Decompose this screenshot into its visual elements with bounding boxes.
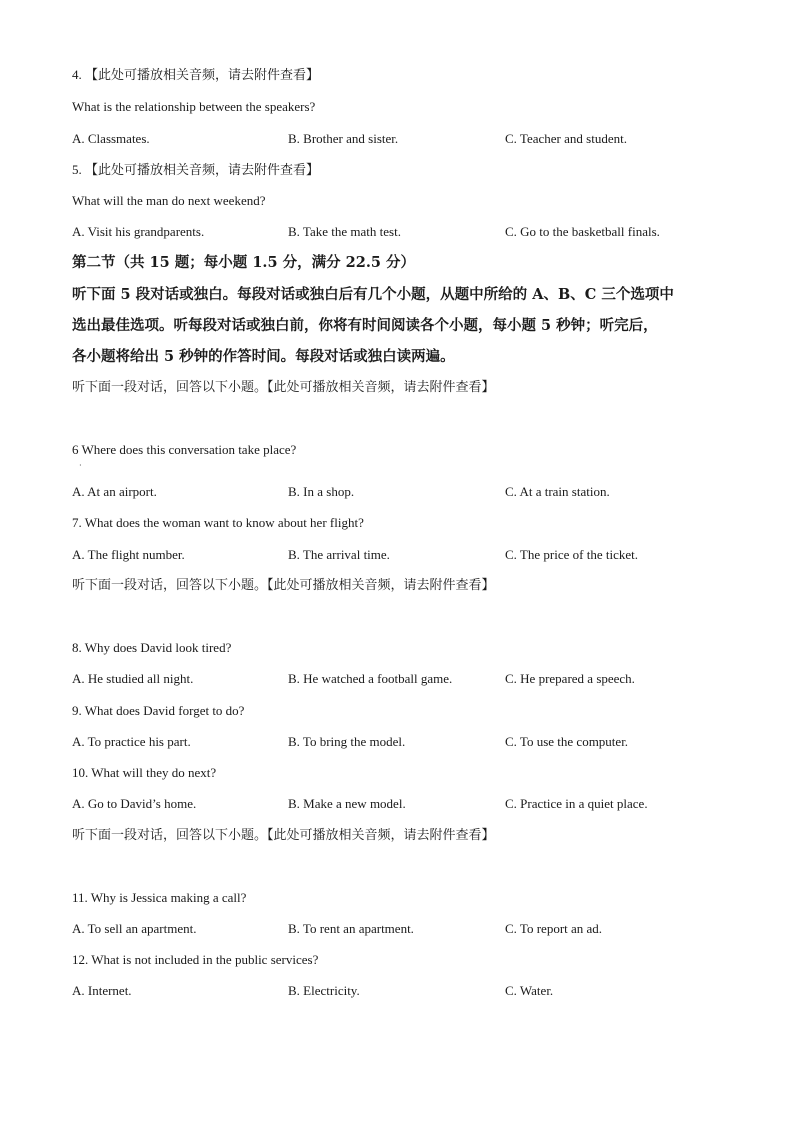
option-a: A. Classmates.	[72, 131, 150, 146]
option-b: B. Make a new model.	[288, 796, 406, 811]
option-b: B. In a shop.	[288, 484, 355, 499]
option-b: B. The arrival time.	[288, 547, 390, 562]
question-12: 12. What is not included in the public services?	[72, 952, 319, 967]
dialogue-prompt: 听下面一段对话，回答以下小题。【此处可播放相关音频，请去附件查看】	[72, 828, 495, 843]
option-c: C. To report an ad.	[505, 921, 603, 936]
question-7: 7. What does the woman want to know about her flight?	[72, 515, 364, 530]
section-instructions-line-3: 各小题将给出 5 秒钟的作答时间。每段对话或独白读两遍。	[72, 348, 455, 365]
item-number: 5.	[72, 162, 82, 177]
option-b: B. Take the math test.	[288, 224, 401, 239]
item-4-header	[72, 67, 319, 84]
section-heading: 第二节（共 15 题；每小题 1.5 分，满分 22.5 分）	[72, 254, 416, 271]
option-a: A. To sell an apartment.	[72, 921, 197, 936]
audio-note: 【此处可播放相关音频，请去附件查看】	[85, 163, 320, 178]
option-a: A. The flight number.	[72, 547, 185, 562]
option-a: A. To practice his part.	[72, 734, 191, 749]
option-a: A. Visit his grandparents.	[72, 224, 205, 239]
option-b: B. He watched a football game.	[288, 671, 453, 686]
option-a: A. At an airport.	[72, 484, 157, 499]
option-b: B. Electricity.	[288, 983, 360, 998]
option-c: C. To use the computer.	[505, 734, 629, 749]
dialogue-marker: ·	[79, 461, 82, 470]
item-5-header	[72, 162, 319, 179]
option-c: C. The price of the ticket.	[505, 547, 638, 562]
question-8: 8. Why does David look tired?	[72, 640, 232, 655]
option-b: B. Brother and sister.	[288, 131, 399, 146]
question-10: 10. What will they do next?	[72, 765, 217, 780]
option-c: C. Go to the basketball finals.	[505, 224, 660, 239]
option-c: C. At a train station.	[505, 484, 610, 499]
option-c: C. He prepared a speech.	[505, 671, 635, 686]
option-c: C. Water.	[505, 983, 554, 998]
question-6: 6 Where does this conversation take place?	[72, 442, 297, 457]
question-11: 11. Why is Jessica making a call?	[72, 890, 247, 905]
option-a: A. Go to David’s home.	[72, 796, 197, 811]
option-b: B. To rent an apartment.	[288, 921, 414, 936]
option-c: C. Practice in a quiet place.	[505, 796, 648, 811]
option-c: C. Teacher and student.	[505, 131, 627, 146]
dialogue-prompt: 听下面一段对话，回答以下小题。【此处可播放相关音频，请去附件查看】	[72, 380, 495, 395]
option-a: A. He studied all night.	[72, 671, 194, 686]
section-instructions-line-1: 听下面 5 段对话或独白。每段对话或独白后有几个小题，从题中所给的 A、B、C 三个选项中	[72, 286, 674, 303]
option-a: A. Internet.	[72, 983, 132, 998]
audio-note: 【此处可播放相关音频，请去附件查看】	[85, 68, 320, 83]
question-text: What is the relationship between the speakers?	[72, 99, 316, 114]
item-number: 4.	[72, 67, 82, 82]
option-b: B. To bring the model.	[288, 734, 406, 749]
section-instructions-line-2: 选出最佳选项。听每段对话或独白前，你将有时间阅读各个小题，每小题 5 秒钟；听完后，	[72, 317, 658, 334]
dialogue-prompt: 听下面一段对话，回答以下小题。【此处可播放相关音频，请去附件查看】	[72, 578, 495, 593]
question-text: What will the man do next weekend?	[72, 193, 266, 208]
question-9: 9. What does David forget to do?	[72, 703, 245, 718]
